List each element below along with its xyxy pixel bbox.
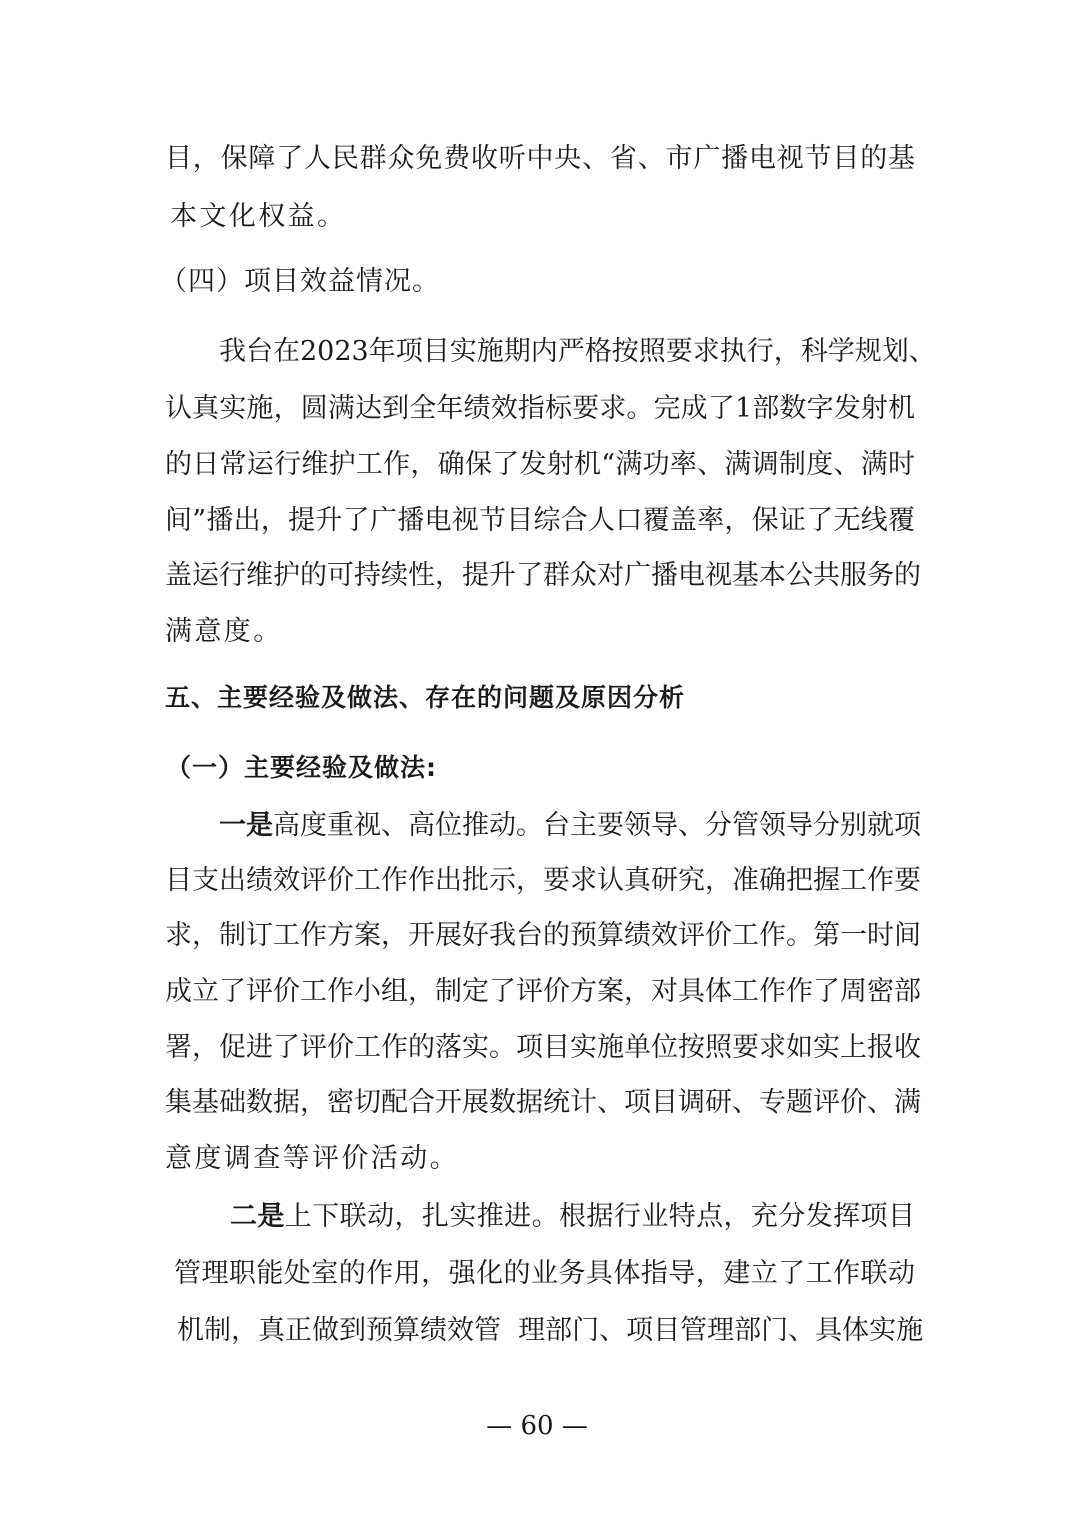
text-span: 高度重视、高位推动。台主要领导、分管领导分别就项: [273, 810, 921, 841]
text-line: 间”播出，提升了广播电视节目综合人口覆盖率，保证了无线覆: [165, 505, 915, 536]
text-line: 认真实施，圆满达到全年绩效指标要求。完成了1部数字发射机: [165, 393, 915, 424]
text-line: [230, 1198, 915, 1236]
text-line: 的日常运行维护工作，确保了发射机“满功率、满调制度、满时: [165, 449, 915, 480]
text-line: 意度调查等评价活动。: [165, 1143, 459, 1174]
emphasis-text: 二是: [230, 1201, 285, 1232]
text-line: 成立了评价工作小组，制定了评价方案，对具体工作作了周密部: [165, 976, 921, 1007]
text-line: [219, 807, 921, 845]
chapter-heading: 五、主要经验及做法、存在的问题及原因分析: [165, 683, 686, 712]
text-span: 上下联动，扎实推进。根据行业特点，充分发挥项目: [284, 1201, 916, 1232]
section-heading: （四）项目效益情况。: [160, 266, 440, 297]
text-line: 本文化权益。: [170, 201, 347, 232]
subsection-heading: （一）主要经验及做法:: [166, 753, 437, 782]
text-line: 我台在2023年项目实施期内严格按照要求执行，科学规划、: [219, 336, 936, 367]
text-line: 集基础数据，密切配合开展数据统计、项目调研、专题评价、满: [165, 1087, 921, 1118]
page-number: — 60 —: [486, 1411, 588, 1441]
text-line: 目，保障了人民群众免费收听中央、省、市广播电视节目的基: [165, 143, 915, 174]
text-line: 署，促进了评价工作的落实。项目实施单位按照要求如实上报收: [165, 1032, 921, 1063]
text-line: 满意度。: [165, 616, 283, 647]
text-line: 盖运行维护的可持续性，提升了群众对广播电视基本公共服务的: [165, 560, 921, 591]
text-line: 目支出绩效评价工作作出批示，要求认真研究，准确把握工作要: [165, 865, 921, 896]
emphasis-text: 一是: [219, 810, 273, 841]
text-line: 机制，真正做到预算绩效管 理部门、项目管理部门、具体实施: [177, 1315, 924, 1346]
text-line: 管理职能处室的作用，强化的业务具体指导，建立了工作联动: [174, 1258, 915, 1289]
text-line: 求，制订工作方案，开展好我台的预算绩效评价工作。第一时间: [165, 920, 921, 951]
